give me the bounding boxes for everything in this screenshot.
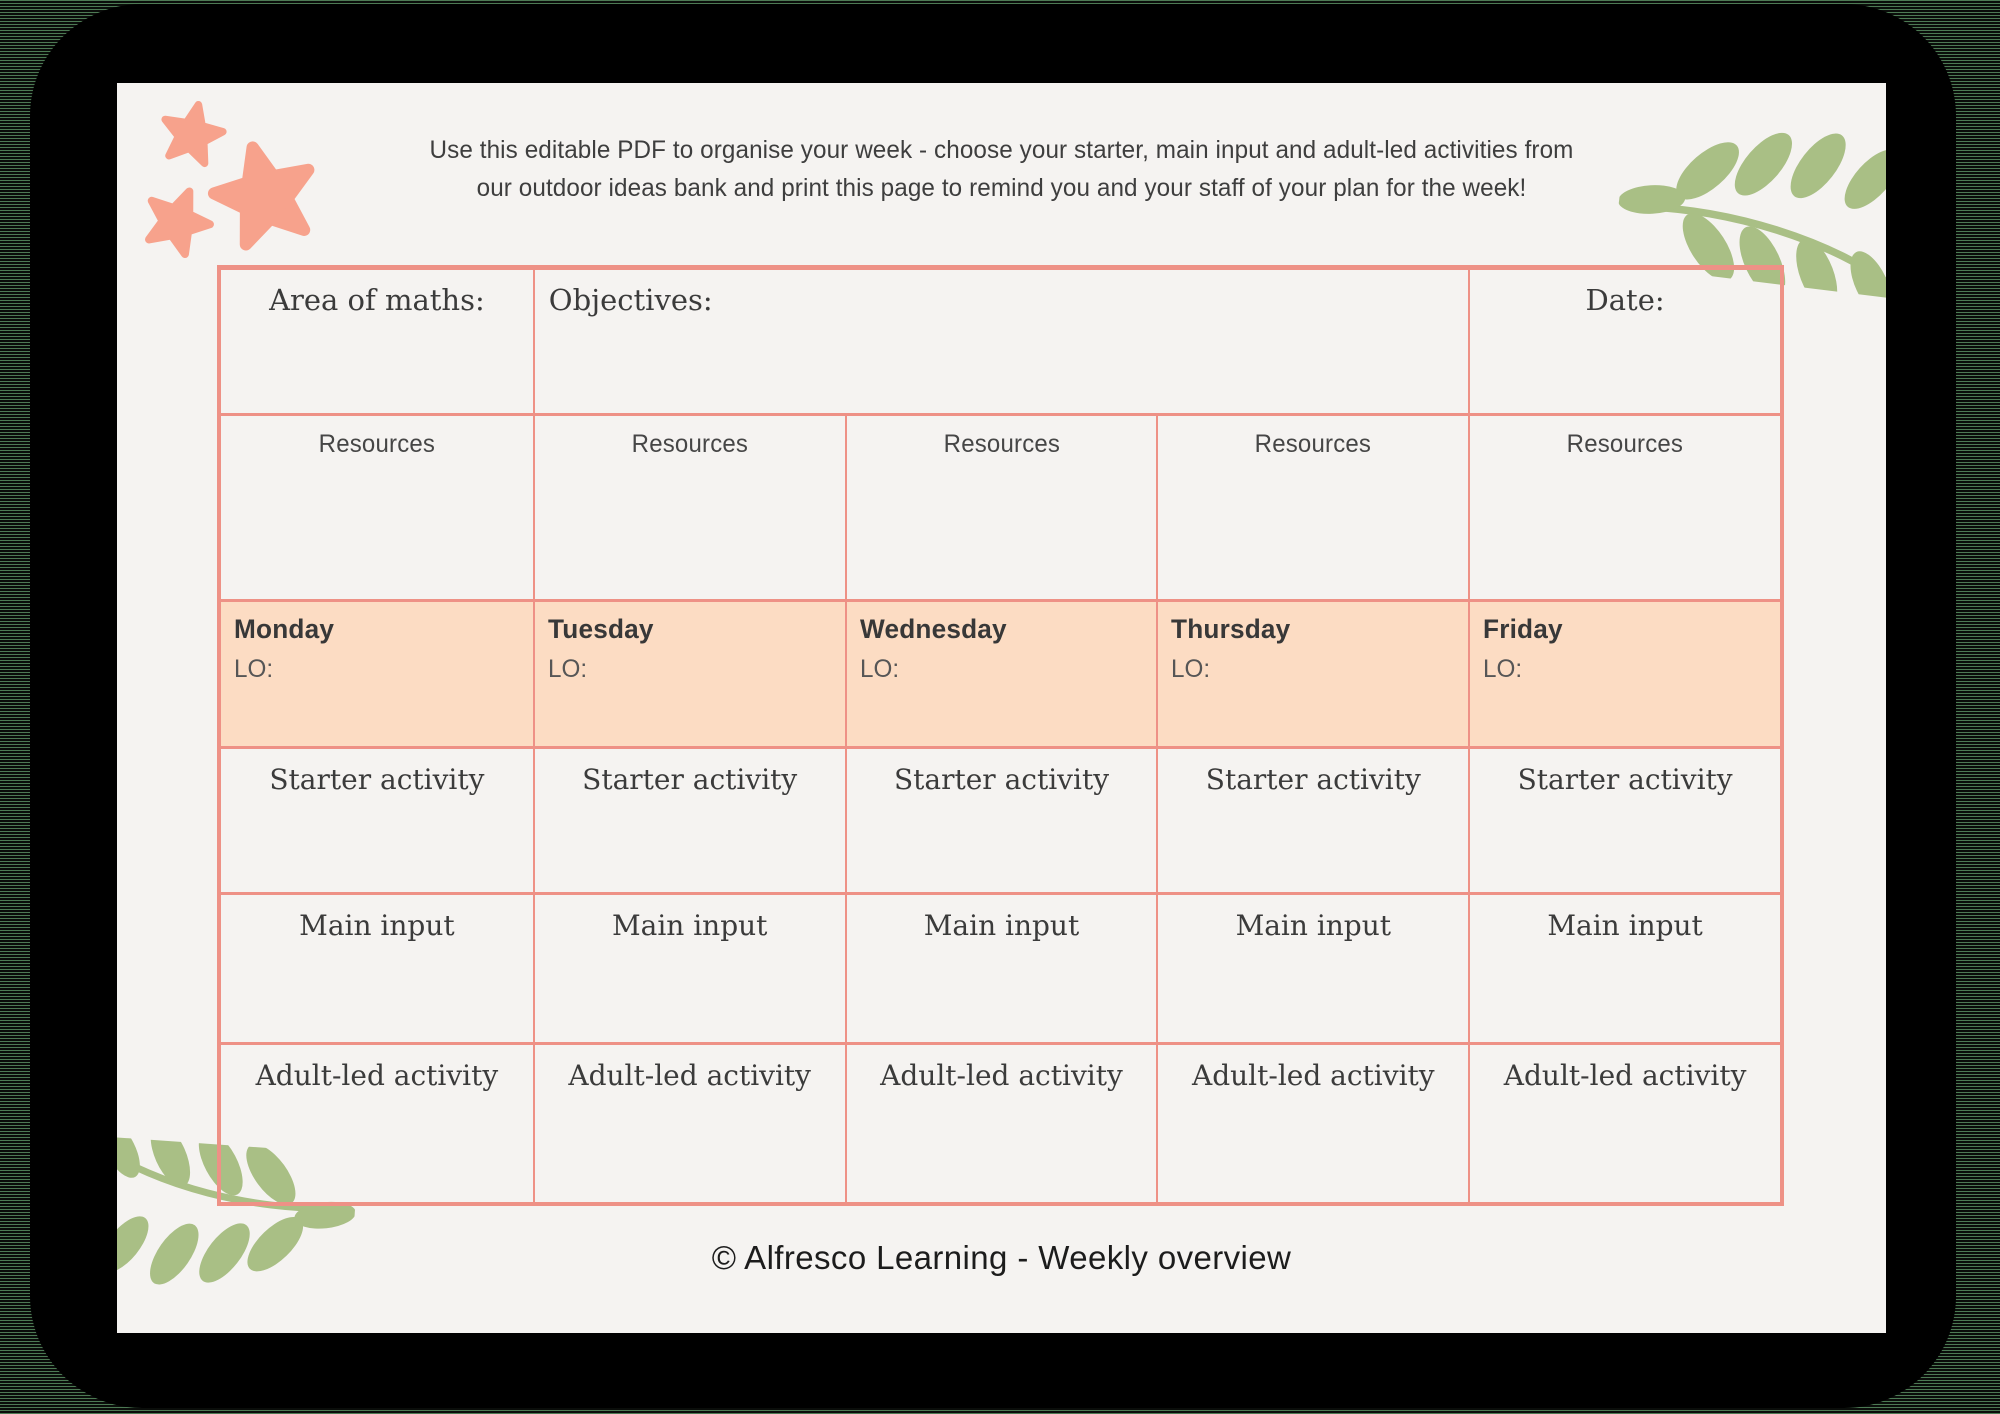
- resources-label: Resources: [631, 430, 748, 458]
- resources-cell-friday[interactable]: [1468, 416, 1780, 599]
- area-of-maths-cell[interactable]: [221, 270, 533, 413]
- day-cell-monday[interactable]: [221, 602, 533, 746]
- day-header-row: [221, 599, 1780, 746]
- day-name-label: Tuesday: [547, 614, 654, 644]
- main-input-cell-friday[interactable]: [1468, 895, 1780, 1042]
- adult-led-cell-monday[interactable]: [221, 1045, 533, 1202]
- main-input-label: Main input: [611, 909, 768, 942]
- main-input-label: Main input: [923, 909, 1080, 942]
- footer-credit: © Alfresco Learning - Weekly overview: [711, 1239, 1292, 1276]
- adult-led-label: Adult-led activity: [255, 1059, 499, 1092]
- day-cell-thursday[interactable]: [1156, 602, 1468, 746]
- lo-label: LO:: [1171, 655, 1211, 683]
- objectives-cell[interactable]: [533, 270, 1468, 413]
- main-input-cell-tuesday[interactable]: [533, 895, 845, 1042]
- intro-text: [144, 131, 1860, 207]
- weekly-planner-table: [217, 265, 1784, 1206]
- main-input-row: [221, 892, 1780, 1042]
- intro-line-2: our outdoor ideas bank and print this page to remind you and your staff of your plan for the week!: [476, 174, 1527, 202]
- adult-led-cell-tuesday[interactable]: [533, 1045, 845, 1202]
- main-input-cell-monday[interactable]: [221, 895, 533, 1042]
- adult-led-cell-thursday[interactable]: [1156, 1045, 1468, 1202]
- adult-led-label: Adult-led activity: [1191, 1059, 1435, 1092]
- adult-led-label: Adult-led activity: [880, 1059, 1123, 1092]
- starter-activity-row: [221, 746, 1780, 892]
- intro-line-1: Use this editable PDF to organise your week - choose your starter, main input and adult-led activities from: [429, 136, 1574, 164]
- day-name-label: Monday: [234, 614, 335, 644]
- main-input-label: Main input: [299, 909, 455, 942]
- main-input-cell-wednesday[interactable]: [845, 895, 1157, 1042]
- day-name-label: Wednesday: [859, 614, 1007, 644]
- resources-cell-tuesday[interactable]: [533, 416, 845, 599]
- adult-led-label: Adult-led activity: [568, 1059, 811, 1092]
- resources-label: Resources: [1255, 430, 1372, 458]
- starter-activity-label: Starter activity: [1517, 763, 1733, 796]
- resources-label: Resources: [318, 430, 436, 458]
- objectives-label: Objectives:: [548, 283, 713, 317]
- day-cell-friday[interactable]: [1468, 602, 1780, 746]
- starter-activity-label: Starter activity: [582, 763, 798, 796]
- starter-activity-cell-monday[interactable]: [221, 749, 533, 892]
- starter-activity-cell-friday[interactable]: [1468, 749, 1780, 892]
- area-of-maths-label: Area of maths:: [269, 283, 485, 317]
- resources-label: Resources: [943, 430, 1060, 458]
- date-label: Date:: [1585, 283, 1665, 317]
- lo-label: LO:: [547, 655, 587, 683]
- day-cell-wednesday[interactable]: [845, 602, 1157, 746]
- starter-activity-cell-thursday[interactable]: [1156, 749, 1468, 892]
- lo-label: LO:: [234, 655, 274, 683]
- starter-activity-cell-tuesday[interactable]: [533, 749, 845, 892]
- adult-led-label: Adult-led activity: [1503, 1059, 1747, 1092]
- main-input-label: Main input: [1547, 909, 1703, 942]
- resources-cell-wednesday[interactable]: [845, 416, 1157, 599]
- main-input-label: Main input: [1235, 909, 1392, 942]
- day-name-label: Thursday: [1171, 614, 1291, 644]
- header-row: [221, 270, 1780, 413]
- starter-activity-label: Starter activity: [1205, 763, 1421, 796]
- lo-label: LO:: [1483, 655, 1523, 683]
- adult-led-cell-wednesday[interactable]: [845, 1045, 1157, 1202]
- lo-label: LO:: [859, 655, 899, 683]
- resources-cell-monday[interactable]: [221, 416, 533, 599]
- resources-label: Resources: [1566, 430, 1684, 458]
- main-input-cell-thursday[interactable]: [1156, 895, 1468, 1042]
- worksheet-page: [117, 83, 1886, 1333]
- date-cell[interactable]: [1468, 270, 1780, 413]
- starter-activity-label: Starter activity: [269, 763, 485, 796]
- adult-led-cell-friday[interactable]: [1468, 1045, 1780, 1202]
- day-name-label: Friday: [1483, 614, 1563, 644]
- starter-activity-cell-wednesday[interactable]: [845, 749, 1157, 892]
- resources-cell-thursday[interactable]: [1156, 416, 1468, 599]
- adult-led-activity-row: [221, 1042, 1780, 1202]
- day-cell-tuesday[interactable]: [533, 602, 845, 746]
- starter-activity-label: Starter activity: [893, 763, 1110, 796]
- resources-row: [221, 413, 1780, 599]
